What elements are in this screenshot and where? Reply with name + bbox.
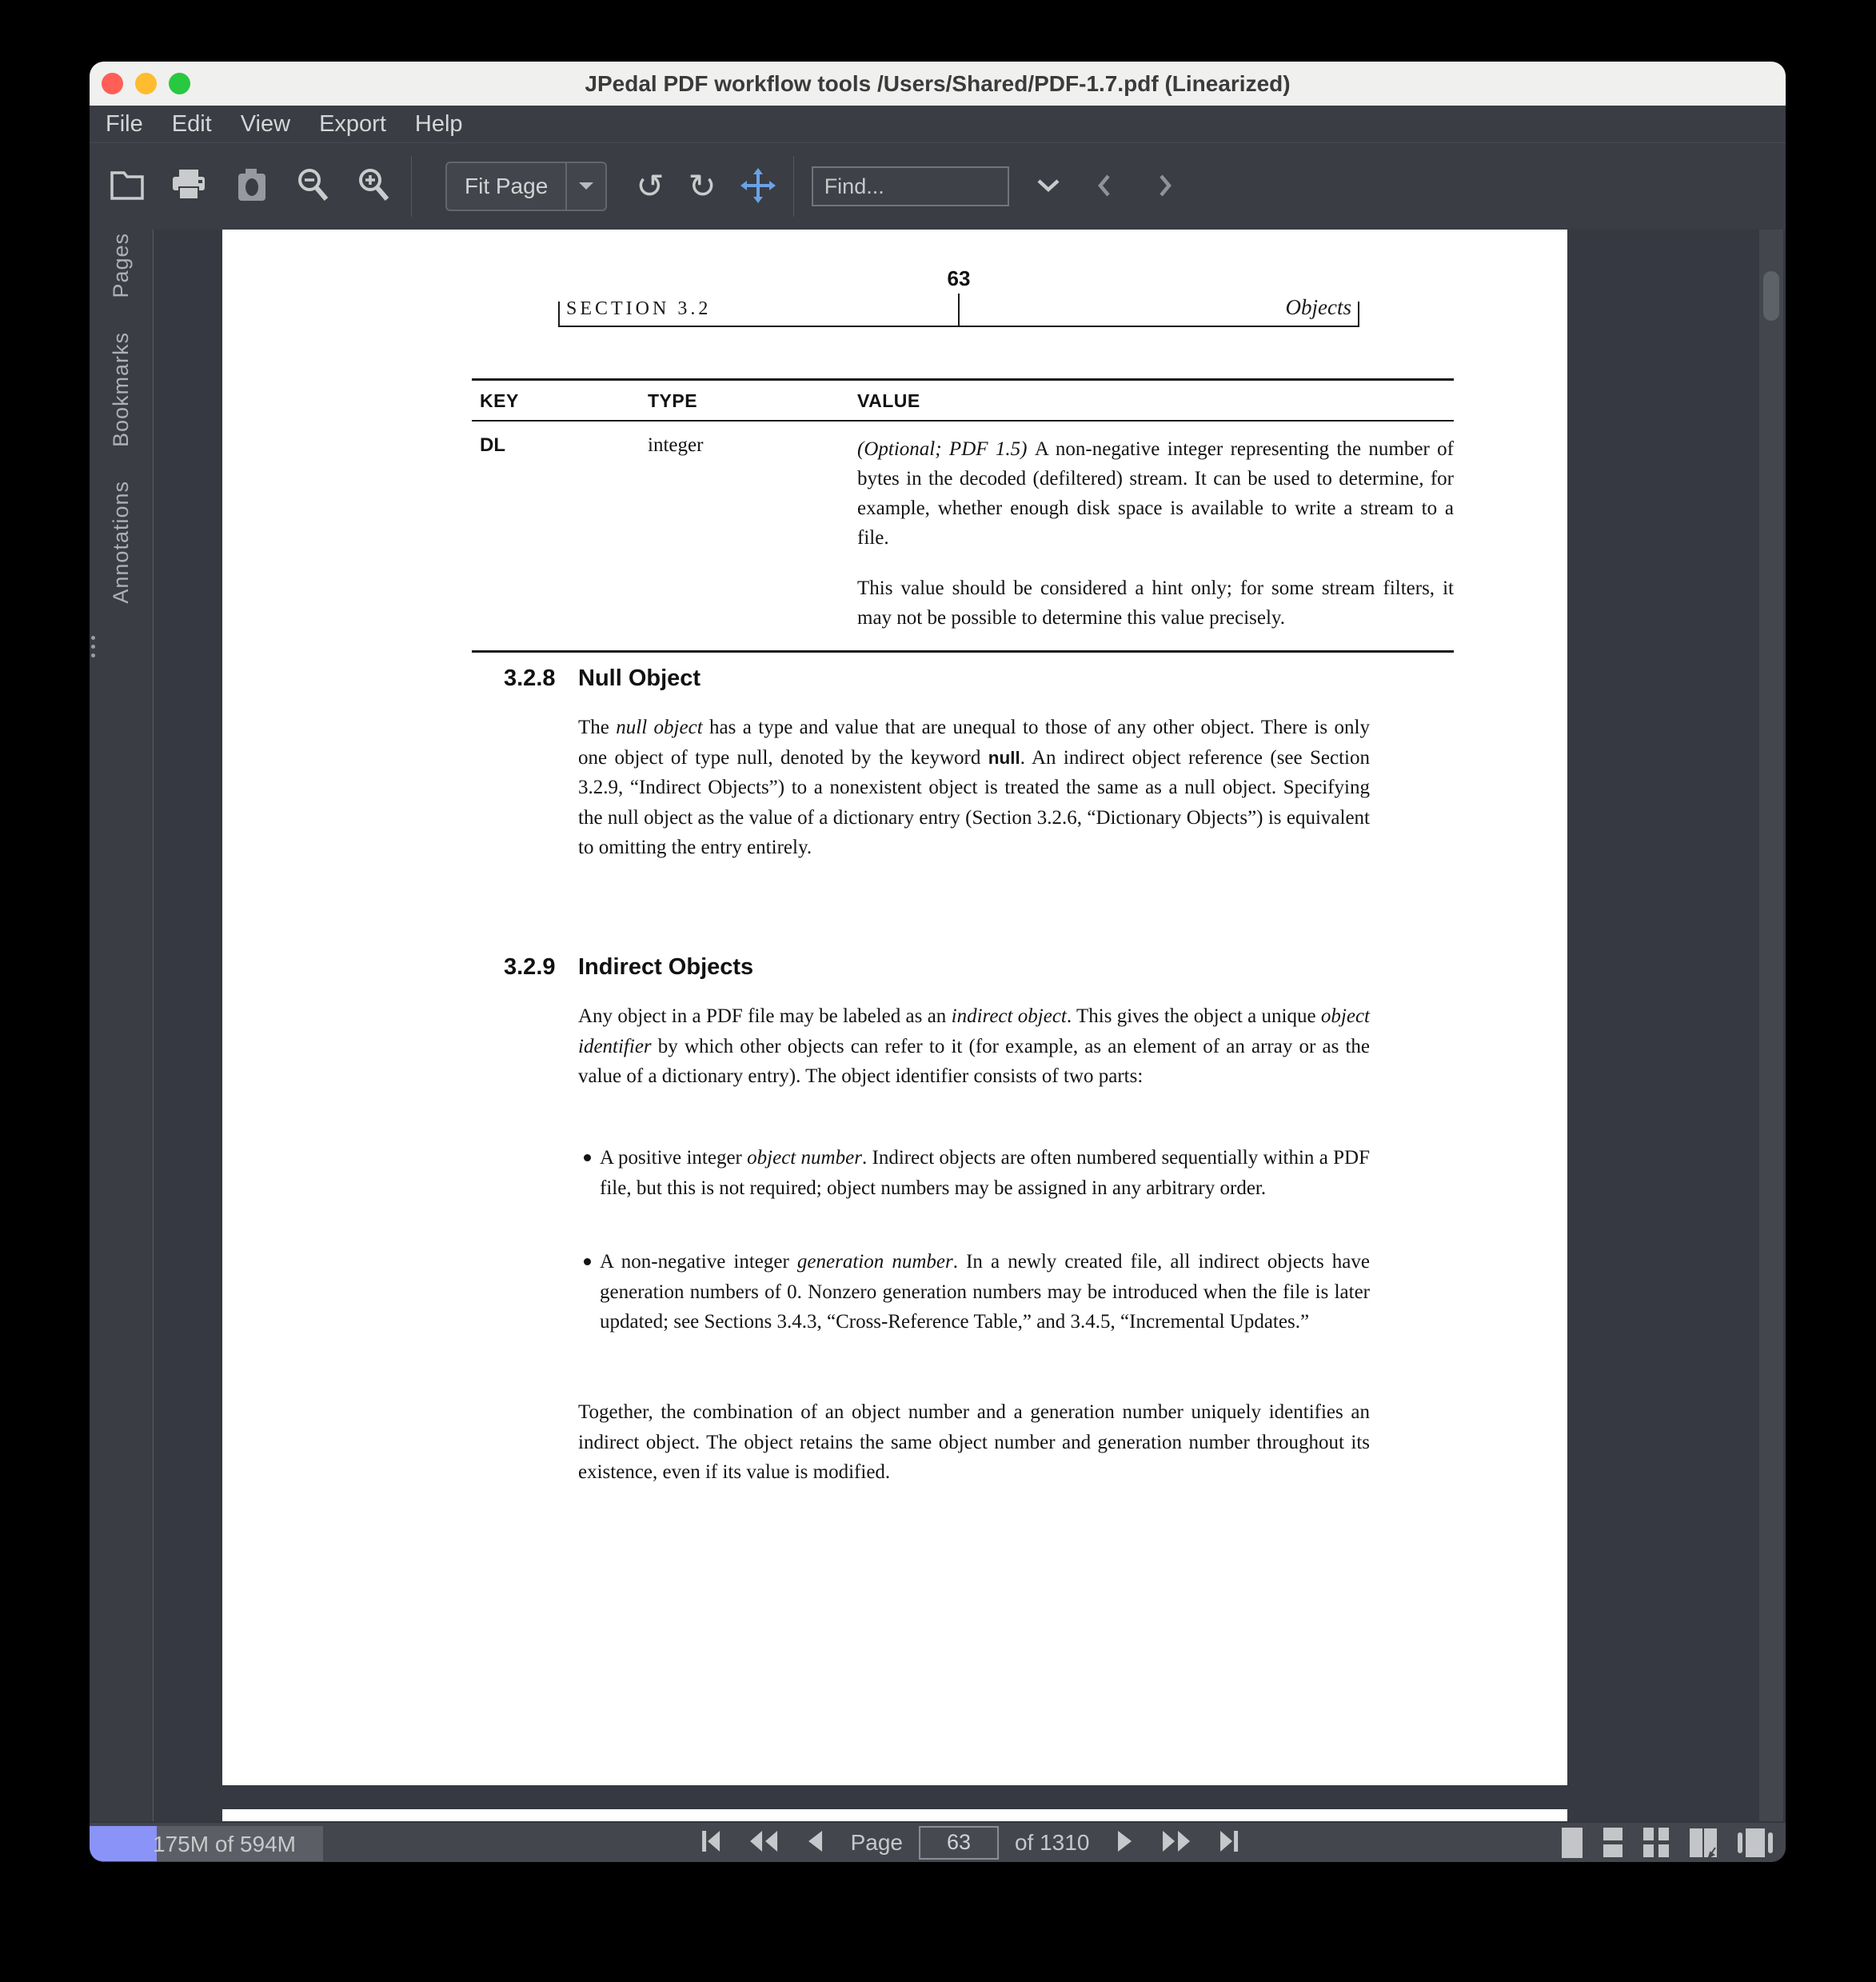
table-row — [472, 422, 1454, 650]
open-file-button[interactable] — [109, 169, 146, 205]
zoom-in-icon — [355, 166, 393, 207]
table-header-value: VALUE — [857, 390, 920, 411]
list-item: A non-negative integer generation number. In a newly created file, all indirect objects have generation numbers of 0. Nonzero generation numbers may be introduced when the file is later updated; see Sections 3.4.3, “Cross-Reference Table,” and 3.4.5, “Incremental Updates.” — [578, 1247, 1370, 1337]
app-window — [90, 62, 1786, 1862]
find-previous-button[interactable] — [1097, 174, 1112, 200]
pageflow-mode-button[interactable] — [1738, 1828, 1773, 1857]
tab-bookmarks[interactable]: Bookmarks — [109, 331, 133, 447]
rotate-right-button[interactable] — [688, 166, 716, 206]
facing-mode-icon — [1690, 1828, 1717, 1857]
menu-view[interactable]: View — [240, 110, 291, 137]
menu-edit[interactable]: Edit — [171, 110, 212, 137]
pdf-page-next — [222, 1809, 1567, 1821]
memory-progress-fill — [90, 1826, 157, 1861]
table-cell-key: DL — [480, 434, 505, 456]
rotate-left-icon: ↺ — [636, 166, 665, 206]
section-title: Null Object — [578, 665, 701, 691]
previous-page-button[interactable] — [806, 1829, 824, 1856]
continuous-facing-icon — [1643, 1828, 1669, 1857]
first-page-icon — [701, 1829, 721, 1856]
menu-help[interactable]: Help — [414, 110, 463, 137]
table-header-type: TYPE — [648, 390, 698, 411]
camera-icon — [235, 167, 269, 206]
snapshot-button[interactable] — [235, 167, 269, 206]
toolbar-separator — [411, 156, 412, 217]
toolbar-separator — [793, 156, 794, 217]
zoom-mode-select[interactable] — [445, 162, 607, 211]
document-viewport[interactable] — [154, 230, 1786, 1821]
first-page-button[interactable] — [701, 1829, 721, 1856]
single-page-mode-button[interactable] — [1562, 1828, 1583, 1858]
chevron-down-icon — [1036, 178, 1060, 195]
find-next-button[interactable] — [1158, 174, 1172, 200]
page-count-label: of 1310 — [1014, 1829, 1090, 1855]
spec-table — [472, 378, 1454, 653]
paragraph: Any object in a PDF file may be labeled as an indirect object. This gives the object a unique object identifier by which other objects can refer to it (for example, as an element of an array or as the value of a dictionary entry). The object identifier consists of two parts: — [578, 1005, 1370, 1087]
rotate-left-button[interactable] — [636, 166, 665, 206]
fast-back-icon — [748, 1829, 779, 1856]
running-header — [558, 266, 1359, 329]
side-tabstrip — [90, 230, 154, 1821]
printer-icon — [170, 168, 208, 206]
folder-icon — [109, 169, 146, 205]
page-number-input[interactable] — [919, 1826, 999, 1860]
menu-file[interactable]: File — [106, 110, 143, 137]
pdf-page — [222, 230, 1567, 1785]
last-page-icon — [1219, 1829, 1239, 1856]
running-header-page-number: 63 — [947, 266, 971, 290]
page-navigation — [701, 1823, 1240, 1862]
menu-export[interactable]: Export — [319, 110, 386, 137]
table-header-row — [472, 381, 1454, 420]
zoom-mode-value: Fit Page — [465, 174, 549, 198]
memory-label: 175M of 594M — [153, 1832, 296, 1856]
pan-move-icon — [740, 168, 776, 206]
pageflow-mode-icon — [1738, 1828, 1773, 1857]
previous-page-icon — [806, 1829, 824, 1856]
section-number: 3.2.8 — [504, 665, 556, 691]
next-page-button[interactable] — [1116, 1829, 1134, 1856]
memory-indicator[interactable] — [90, 1826, 323, 1861]
tab-annotations[interactable]: Annotations — [109, 480, 133, 604]
chevron-right-icon — [1158, 174, 1172, 200]
zoom-in-button[interactable] — [355, 166, 393, 207]
table-cell-value: (Optional; PDF 1.5) A non-negative integer representing the number of bytes in the decoded (defiltered) stream. It can be used to determine, for example, whether enough disk space is available to write a stream to a file. This value should be considered a hint only; for some stream filters, it may not be possible to determine this value precisely. — [857, 438, 1454, 629]
main-area — [90, 230, 1786, 1821]
statusbar — [90, 1821, 1786, 1862]
toolbar — [90, 142, 1786, 230]
page-label: Page — [850, 1829, 903, 1855]
section-title: Indirect Objects — [578, 954, 754, 980]
tab-pages[interactable]: Pages — [109, 233, 133, 298]
continuous-facing-mode-button[interactable] — [1643, 1828, 1669, 1857]
find-options-button[interactable] — [1036, 178, 1060, 195]
next-page-icon — [1116, 1829, 1134, 1856]
fast-forward-icon — [1161, 1829, 1191, 1856]
page-layout-modes — [1562, 1823, 1773, 1862]
zoom-out-button[interactable] — [294, 166, 333, 207]
vertical-scrollbar[interactable] — [1759, 230, 1783, 1821]
table-cell-type: integer — [648, 434, 704, 456]
forward-10-pages-button[interactable] — [1161, 1829, 1191, 1856]
section-number: 3.2.9 — [504, 954, 556, 980]
facing-mode-button[interactable] — [1690, 1828, 1717, 1857]
running-header-title: Objects — [1285, 295, 1351, 319]
rotate-right-icon: ↻ — [688, 166, 716, 206]
panel-splitter-handle[interactable] — [91, 636, 95, 657]
running-header-section: SECTION 3.2 — [566, 298, 712, 319]
list-item: A positive integer object number. Indirect objects are often numbered sequentially within a PDF file, but this is not required; object numbers may be assigned in any arbitrary order. — [578, 1143, 1370, 1203]
paragraph: Together, the combination of an object number and a generation number uniquely identifies an indirect object. The object retains the same object number and generation number throughout its existence, even if its value is modified. — [578, 1401, 1370, 1483]
last-page-button[interactable] — [1219, 1829, 1239, 1856]
find-input[interactable] — [812, 166, 1009, 206]
print-button[interactable] — [170, 168, 208, 206]
titlebar — [90, 62, 1786, 106]
window-title: JPedal PDF workflow tools /Users/Shared/PDF-1.7.pdf (Linearized) — [585, 70, 1291, 96]
zoom-out-icon — [294, 166, 333, 207]
back-10-pages-button[interactable] — [748, 1829, 779, 1856]
continuous-mode-icon — [1603, 1828, 1623, 1857]
paragraph: The null object has a type and value that are unequal to those of any other object. There is only one object of type null, denoted by the keyword null. An indirect object reference (see Section 3.2.9, “Indirect Objects”) to a nonexistent object is treated the same as a null object. Specifying the null object as the value of a dictionary entry (Section 3.2.6, “Dictionary Objects”) is equivalent to omitting the entry entirely. — [578, 717, 1370, 858]
single-page-icon — [1562, 1828, 1583, 1858]
chevron-down-icon[interactable] — [565, 163, 605, 210]
pan-tool-button[interactable] — [740, 168, 776, 206]
table-header-key: KEY — [480, 390, 519, 411]
menubar — [90, 106, 1786, 142]
scrollbar-thumb[interactable] — [1763, 271, 1779, 321]
continuous-mode-button[interactable] — [1603, 1828, 1623, 1857]
chevron-left-icon — [1097, 174, 1112, 200]
